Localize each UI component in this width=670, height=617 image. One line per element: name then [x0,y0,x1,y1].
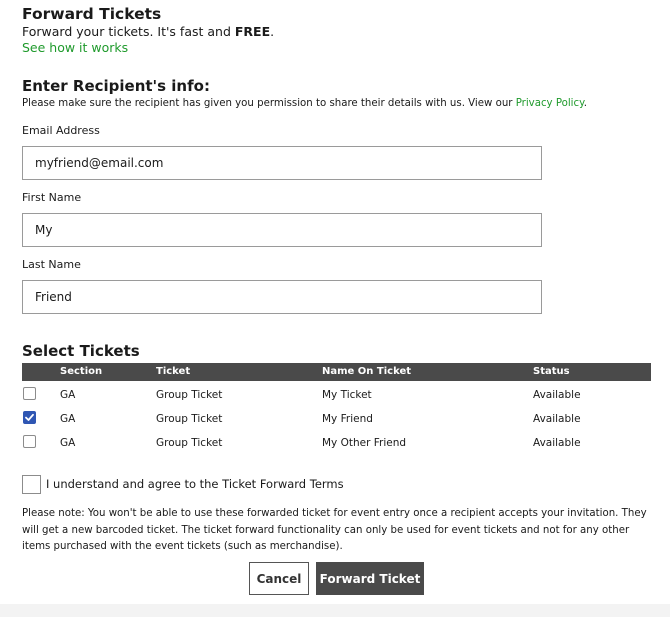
ticket-checkbox[interactable] [23,411,36,424]
see-how-it-works-link[interactable]: See how it works [22,40,129,55]
cell-status: Available [533,413,581,425]
cell-status: Available [533,437,581,449]
page-title: Forward Tickets [22,5,162,23]
last-name-label: Last Name [22,258,81,271]
forward-note: Please note: You won't be able to use these forwarded ticket for event entry once a recipient accepts your invitation. They will get a new barcoded ticket. The ticket forward functionality can only be used for event tickets and not for any other items purchased with the event tickets (such as merchandise). [22,508,647,552]
email-field[interactable] [22,146,542,180]
agree-terms-checkbox[interactable] [22,475,41,494]
first-name-label: First Name [22,191,82,204]
cell-section: GA [60,413,76,425]
ticket-checkbox[interactable] [23,435,36,448]
page-footer-shade [0,604,670,617]
cancel-button[interactable]: Cancel [249,562,309,595]
cell-status: Available [533,389,581,401]
subtitle-text: Forward your tickets. It's fast and [22,24,235,39]
tickets-table-header [22,363,651,381]
forward-ticket-button[interactable]: Forward Ticket [316,562,424,595]
select-tickets-heading: Select Tickets [22,342,140,360]
column-header-name-on-ticket: Name On Ticket [322,366,412,377]
page-subtitle [22,24,274,39]
column-header-ticket: Ticket [156,366,191,377]
recipient-info-heading: Enter Recipient's info: [22,77,210,95]
agree-terms-label[interactable]: I understand and agree to the Ticket Forward Terms [46,477,344,491]
column-header-status: Status [533,366,570,377]
checkmark-icon [25,413,34,422]
table-row [22,384,651,406]
permission-notice-text: Please make sure the recipient has given you permission to share their details with us. View our [22,98,516,109]
privacy-policy-link[interactable]: Privacy Policy [515,98,584,109]
cell-section: GA [60,437,76,449]
ticket-checkbox[interactable] [23,387,36,400]
table-row [22,432,651,454]
email-label: Email Address [22,124,100,137]
cell-name-on-ticket: My Other Friend [322,437,407,449]
cell-ticket: Group Ticket [156,413,223,425]
cell-name-on-ticket: My Ticket [322,389,372,401]
permission-notice-period: . [583,98,587,109]
subtitle-free-emphasis: FREE [234,24,271,39]
cell-name-on-ticket: My Friend [322,413,373,425]
table-row [22,408,651,430]
column-header-section: Section [60,366,103,377]
first-name-field[interactable] [22,213,542,247]
last-name-field[interactable] [22,280,542,314]
cell-ticket: Group Ticket [156,437,223,449]
permission-notice [22,98,587,109]
cell-ticket: Group Ticket [156,389,223,401]
cell-section: GA [60,389,76,401]
subtitle-period: . [270,24,275,39]
